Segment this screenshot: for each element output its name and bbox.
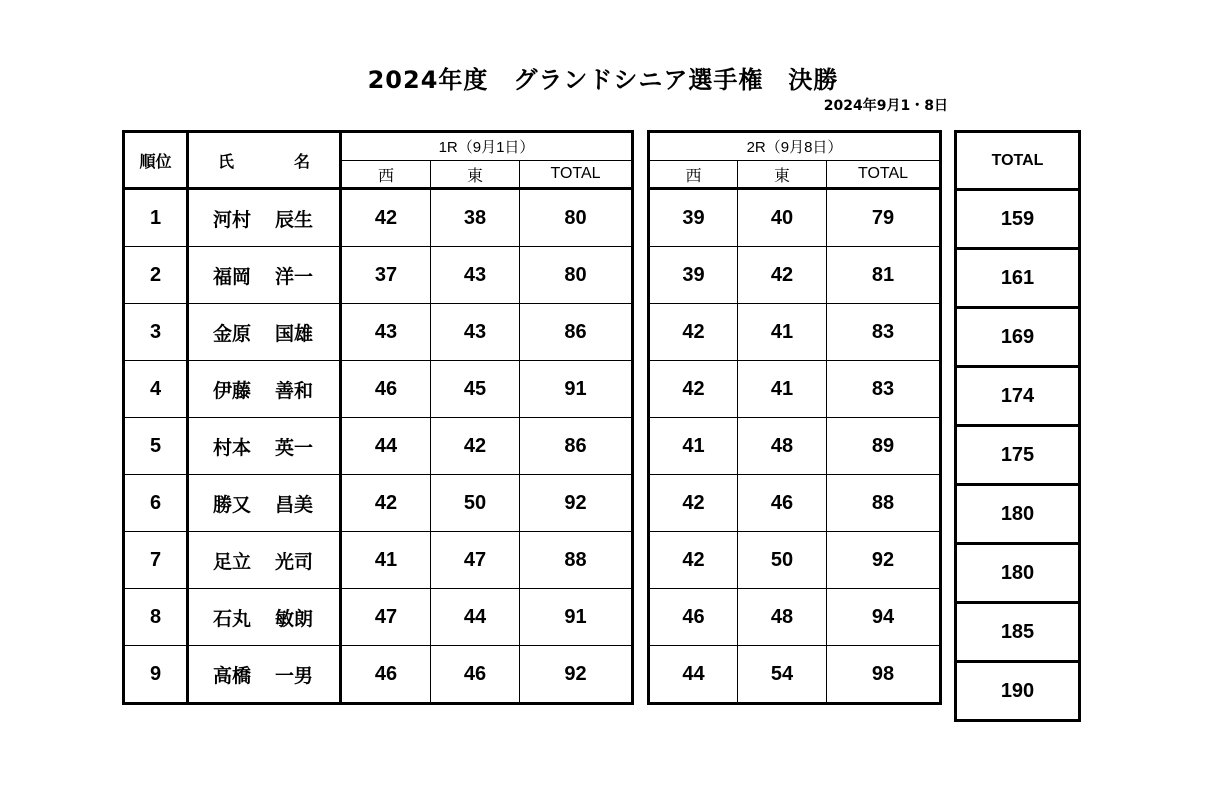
player-name	[188, 646, 341, 704]
table-row	[124, 646, 633, 704]
round1-east-score: 44	[431, 589, 520, 646]
table-row	[956, 485, 1080, 544]
round2-total-score: 92	[827, 532, 941, 589]
player-name	[188, 418, 341, 475]
round1-east-score: 43	[431, 247, 520, 304]
player-given-name: 洋一	[275, 265, 314, 288]
name-header-family: 氏	[217, 151, 234, 171]
table-row	[956, 662, 1080, 721]
round2-west-score: 42	[649, 475, 738, 532]
player-given-name: 昌美	[275, 493, 314, 516]
rank-cell: 4	[124, 361, 188, 418]
round2-total-header: TOTAL	[827, 161, 941, 189]
table-row	[124, 418, 633, 475]
table-row	[649, 304, 941, 361]
round2-west-score: 44	[649, 646, 738, 704]
player-family-name: 高橋	[213, 664, 252, 687]
round2-total-score: 83	[827, 304, 941, 361]
table-row	[124, 361, 633, 418]
player-name	[188, 589, 341, 646]
round1-west-score: 46	[341, 646, 431, 704]
round2-west-header: 西	[649, 161, 738, 189]
round2-west-score: 42	[649, 532, 738, 589]
table-row	[649, 532, 941, 589]
player-family-name: 伊藤	[213, 379, 252, 402]
grand-total-table	[954, 130, 1081, 722]
grand-total-score: 175	[956, 426, 1080, 485]
round2-total-score: 89	[827, 418, 941, 475]
round1-east-score: 43	[431, 304, 520, 361]
round2-header: 2R（9月8日）	[649, 132, 941, 161]
round1-table	[122, 130, 634, 705]
player-name	[188, 189, 341, 247]
round1-west-score: 41	[341, 532, 431, 589]
round1-total-score: 92	[520, 646, 633, 704]
round2-east-score: 48	[738, 589, 827, 646]
round2-west-score: 46	[649, 589, 738, 646]
round1-west-header: 西	[341, 161, 431, 189]
rank-cell: 7	[124, 532, 188, 589]
rank-cell: 8	[124, 589, 188, 646]
name-header-given: 名	[294, 151, 311, 171]
round1-header: 1R（9月1日）	[341, 132, 633, 161]
table-row	[649, 475, 941, 532]
table-row	[649, 646, 941, 704]
rank-cell: 3	[124, 304, 188, 361]
rank-cell: 2	[124, 247, 188, 304]
player-family-name: 石丸	[213, 607, 252, 630]
name-header	[188, 132, 341, 189]
player-family-name: 河村	[213, 208, 252, 231]
player-given-name: 英一	[275, 436, 314, 459]
player-name	[188, 247, 341, 304]
table-row	[649, 189, 941, 247]
rank-header: 順位	[124, 132, 188, 189]
player-given-name: 一男	[275, 664, 314, 687]
table-row	[956, 190, 1080, 249]
player-given-name: 敏朗	[275, 607, 314, 630]
round1-west-score: 37	[341, 247, 431, 304]
round1-east-score: 46	[431, 646, 520, 704]
player-family-name: 勝又	[213, 493, 252, 516]
round2-east-score: 48	[738, 418, 827, 475]
round1-east-score: 42	[431, 418, 520, 475]
round2-east-score: 41	[738, 361, 827, 418]
grand-total-score: 169	[956, 308, 1080, 367]
grand-total-score: 159	[956, 190, 1080, 249]
round1-east-score: 45	[431, 361, 520, 418]
round1-west-score: 44	[341, 418, 431, 475]
round2-west-score: 39	[649, 247, 738, 304]
round2-total-score: 98	[827, 646, 941, 704]
table-row	[649, 418, 941, 475]
table-row	[124, 247, 633, 304]
round1-east-score: 38	[431, 189, 520, 247]
grand-total-header: TOTAL	[956, 132, 1080, 190]
table-row	[124, 589, 633, 646]
round2-total-score: 94	[827, 589, 941, 646]
document-title: 2024年度 グランドシニア選手権 決勝	[367, 66, 839, 94]
table-row	[124, 475, 633, 532]
round2-total-score: 83	[827, 361, 941, 418]
table-row	[956, 367, 1080, 426]
round2-west-score: 42	[649, 361, 738, 418]
round1-total-score: 92	[520, 475, 633, 532]
table-row	[124, 189, 633, 247]
player-given-name: 光司	[275, 550, 314, 573]
rank-cell: 1	[124, 189, 188, 247]
round2-east-score: 54	[738, 646, 827, 704]
round2-east-score: 42	[738, 247, 827, 304]
round1-east-score: 47	[431, 532, 520, 589]
round1-west-score: 46	[341, 361, 431, 418]
round2-east-score: 50	[738, 532, 827, 589]
round2-west-score: 39	[649, 189, 738, 247]
round2-west-score: 42	[649, 304, 738, 361]
round1-total-score: 88	[520, 532, 633, 589]
table-row	[956, 544, 1080, 603]
round2-total-score: 79	[827, 189, 941, 247]
round2-east-score: 40	[738, 189, 827, 247]
round2-total-score: 81	[827, 247, 941, 304]
round1-total-score: 86	[520, 418, 633, 475]
grand-total-score: 180	[956, 485, 1080, 544]
round1-west-score: 42	[341, 189, 431, 247]
round2-east-score: 41	[738, 304, 827, 361]
player-name	[188, 361, 341, 418]
round1-total-score: 86	[520, 304, 633, 361]
round1-east-score: 50	[431, 475, 520, 532]
player-given-name: 善和	[275, 379, 314, 402]
round1-west-score: 43	[341, 304, 431, 361]
player-name	[188, 304, 341, 361]
table-row	[124, 304, 633, 361]
round1-east-header: 東	[431, 161, 520, 189]
rank-cell: 9	[124, 646, 188, 704]
round2-west-score: 41	[649, 418, 738, 475]
table-row	[124, 532, 633, 589]
rank-cell: 6	[124, 475, 188, 532]
table-row	[956, 426, 1080, 485]
grand-total-score: 185	[956, 603, 1080, 662]
grand-total-score: 174	[956, 367, 1080, 426]
round1-total-score: 80	[520, 189, 633, 247]
table-row	[649, 589, 941, 646]
round1-total-score: 80	[520, 247, 633, 304]
player-family-name: 村本	[213, 436, 252, 459]
round2-table	[647, 130, 942, 705]
round1-total-score: 91	[520, 589, 633, 646]
player-family-name: 足立	[213, 550, 252, 573]
player-family-name: 金原	[213, 322, 252, 345]
player-given-name: 国雄	[275, 322, 314, 345]
player-name	[188, 475, 341, 532]
grand-total-score: 180	[956, 544, 1080, 603]
round2-east-header: 東	[738, 161, 827, 189]
player-given-name: 辰生	[275, 208, 314, 231]
player-family-name: 福岡	[213, 265, 252, 288]
round1-west-score: 42	[341, 475, 431, 532]
round1-total-score: 91	[520, 361, 633, 418]
grand-total-score: 161	[956, 249, 1080, 308]
table-row	[956, 308, 1080, 367]
round1-west-score: 47	[341, 589, 431, 646]
table-row	[956, 249, 1080, 308]
player-name	[188, 532, 341, 589]
table-row	[649, 247, 941, 304]
table-row	[649, 361, 941, 418]
round2-east-score: 46	[738, 475, 827, 532]
round2-total-score: 88	[827, 475, 941, 532]
round1-total-header: TOTAL	[520, 161, 633, 189]
rank-cell: 5	[124, 418, 188, 475]
event-date: 2024年9月1・8日	[823, 98, 948, 114]
table-row	[956, 603, 1080, 662]
grand-total-score: 190	[956, 662, 1080, 721]
